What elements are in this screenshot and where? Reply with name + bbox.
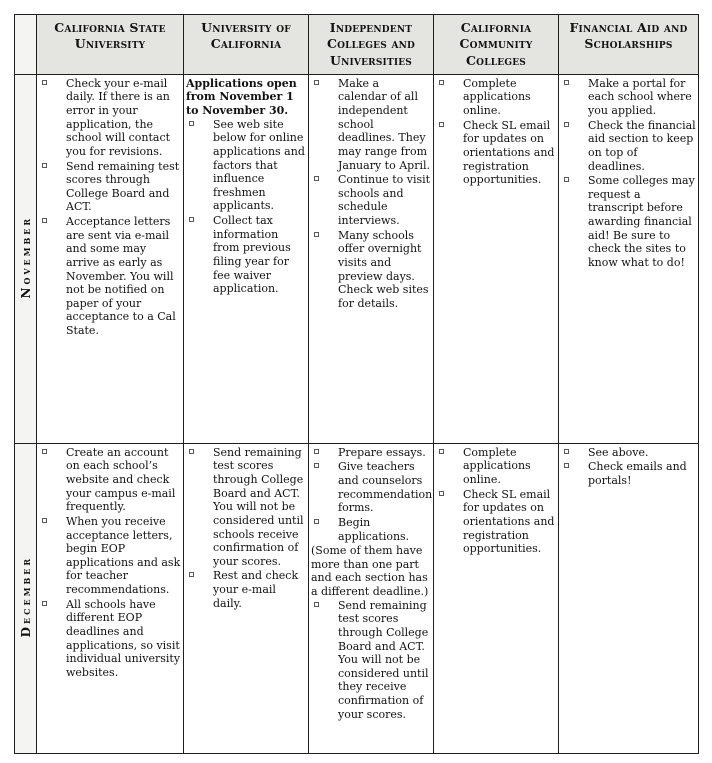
schedule-cell <box>434 443 559 753</box>
corner-cell <box>15 15 37 75</box>
bullet-item <box>186 118 306 213</box>
square-bullet-icon <box>42 163 47 168</box>
bullet-item <box>311 446 431 460</box>
square-bullet-icon <box>439 491 444 496</box>
bullet-item <box>186 446 306 569</box>
bullet-item <box>311 77 431 172</box>
column-header-community-colleges: California Community Colleges <box>434 15 559 75</box>
bullet-item <box>561 174 696 269</box>
square-bullet-icon <box>564 463 569 468</box>
square-bullet-icon <box>564 449 569 454</box>
bullet-text: Check SL email for updates on orientations and registration opportunities. <box>463 487 555 556</box>
bullet-text: Check your e-mail daily. If there is an error in your application, the school will contact you for revisions. <box>66 76 171 158</box>
schedule-cell <box>434 74 559 443</box>
bullet-text: Some colleges may request a transcript before awarding financial aid! Be sure to check the sites to know what to do! <box>588 174 695 269</box>
square-bullet-icon <box>42 449 47 454</box>
bullet-text: When you receive acceptance letters, begin EOP applications and ask for teacher recommendations. <box>66 514 181 596</box>
bullet-text: Acceptance letters are sent via e-mail and some may arrive as early as November. You will not be notified on paper of your acceptance to a Cal State. <box>66 215 176 337</box>
bullet-text: Create an account on each school’s website and check your campus e-mail frequently. <box>66 445 176 514</box>
bullet-item <box>561 446 696 460</box>
bullet-item <box>436 446 556 487</box>
bullet-text: Many schools offer overnight visits and preview days. Check web sites for details. <box>338 228 429 310</box>
bullet-text: Complete applications online. <box>463 445 531 486</box>
square-bullet-icon <box>564 122 569 127</box>
bullet-item <box>311 599 431 722</box>
bullet-item <box>561 460 696 487</box>
column-header-university-of-california: University of California <box>184 15 309 75</box>
schedule-cell <box>309 443 434 753</box>
college-schedule-table <box>14 14 699 754</box>
bullet-text: See web site below for online applications and factors that influence freshmen applicants. <box>213 117 305 213</box>
schedule-cell <box>559 443 699 753</box>
table-body <box>15 74 699 753</box>
square-bullet-icon <box>189 121 194 126</box>
bullet-item <box>39 515 181 597</box>
square-bullet-icon <box>564 177 569 182</box>
bullet-item <box>436 119 556 187</box>
schedule-cell <box>309 74 434 443</box>
schedule-cell <box>37 443 184 753</box>
bullet-item <box>561 77 696 118</box>
month-label-text: November <box>18 215 33 298</box>
bullet-text: Check emails and portals! <box>588 460 687 487</box>
schedule-cell <box>184 74 309 443</box>
bullet-item <box>311 173 431 228</box>
schedule-cell <box>559 74 699 443</box>
square-bullet-icon <box>189 449 194 454</box>
square-bullet-icon <box>314 463 319 468</box>
square-bullet-icon <box>42 218 47 223</box>
bullet-item <box>311 516 431 543</box>
square-bullet-icon <box>189 217 194 222</box>
schedule-cell <box>184 443 309 753</box>
square-bullet-icon <box>314 176 319 181</box>
square-bullet-icon <box>439 80 444 85</box>
square-bullet-icon <box>189 572 194 577</box>
month-label-text: December <box>18 555 33 637</box>
square-bullet-icon <box>314 80 319 85</box>
bullet-text: Give teachers and counselors recommendation forms. <box>338 460 433 515</box>
square-bullet-icon <box>439 122 444 127</box>
square-bullet-icon <box>314 449 319 454</box>
bullet-item <box>436 77 556 118</box>
bullet-item <box>436 488 556 556</box>
month-label-december <box>15 443 37 753</box>
header-row <box>15 15 699 75</box>
column-header-california-state-university: California State University <box>37 15 184 75</box>
bullet-text: Check SL email for updates on orientations and registration opportunities. <box>463 118 555 187</box>
bullet-item <box>311 460 431 515</box>
bullet-item <box>39 598 181 680</box>
bullet-item <box>39 77 181 159</box>
column-header-financial-aid: Financial Aid and Scholarships <box>559 15 699 75</box>
month-label-november <box>15 74 37 443</box>
bullet-item <box>561 119 696 174</box>
square-bullet-icon <box>439 449 444 454</box>
bullet-text: Begin applications. <box>338 515 410 543</box>
bullet-item <box>39 215 181 338</box>
month-row-december <box>15 443 699 753</box>
bullet-text: Send remaining test scores through College Board and ACT. <box>66 159 180 214</box>
bullet-item <box>186 214 306 296</box>
bullet-text: Check the financial aid section to keep on top of deadlines. <box>588 118 696 173</box>
column-header-independent-colleges: Independent Colleges and Universities <box>309 15 434 75</box>
bullet-text: All schools have different EOP deadlines and applications, so visit individual university websites. <box>66 597 181 679</box>
bullet-text: Rest and check your e-mail daily. <box>213 569 299 610</box>
bullet-text: Send remaining test scores through College Board and ACT. You will not be considered until schools receive confirmation of your scores. <box>213 445 304 568</box>
month-row-november <box>15 74 699 443</box>
square-bullet-icon <box>564 80 569 85</box>
bullet-text: Prepare essays. <box>338 445 426 459</box>
cell-intro-text: Applications open from November 1 to November 30. <box>186 76 297 117</box>
bullet-item <box>39 160 181 215</box>
bullet-item <box>186 569 306 610</box>
bullet-text: Collect tax information from previous filing year for fee waiver application. <box>213 214 291 296</box>
square-bullet-icon <box>42 518 47 523</box>
square-bullet-icon <box>314 602 319 607</box>
square-bullet-icon <box>314 519 319 524</box>
bullet-item <box>311 229 431 311</box>
square-bullet-icon <box>42 80 47 85</box>
square-bullet-icon <box>42 601 47 606</box>
square-bullet-icon <box>314 232 319 237</box>
bullet-item <box>39 446 181 514</box>
bullet-text: Send remaining test scores through College Board and ACT. You will not be considered until they receive confirmation of your scores. <box>338 598 429 721</box>
bullet-text: See above. <box>588 445 649 459</box>
bullet-text: Complete applications online. <box>463 76 531 117</box>
bullet-text: Make a calendar of all independent school deadlines. They may range from January to April. <box>338 76 430 172</box>
bullet-text: Continue to visit schools and schedule interviews. <box>338 173 431 227</box>
schedule-cell <box>37 74 184 443</box>
cell-note-text: (Some of them have more than one part and each section has a different deadline.) <box>311 544 429 598</box>
bullet-text: Make a portal for each school where you applied. <box>588 76 692 117</box>
